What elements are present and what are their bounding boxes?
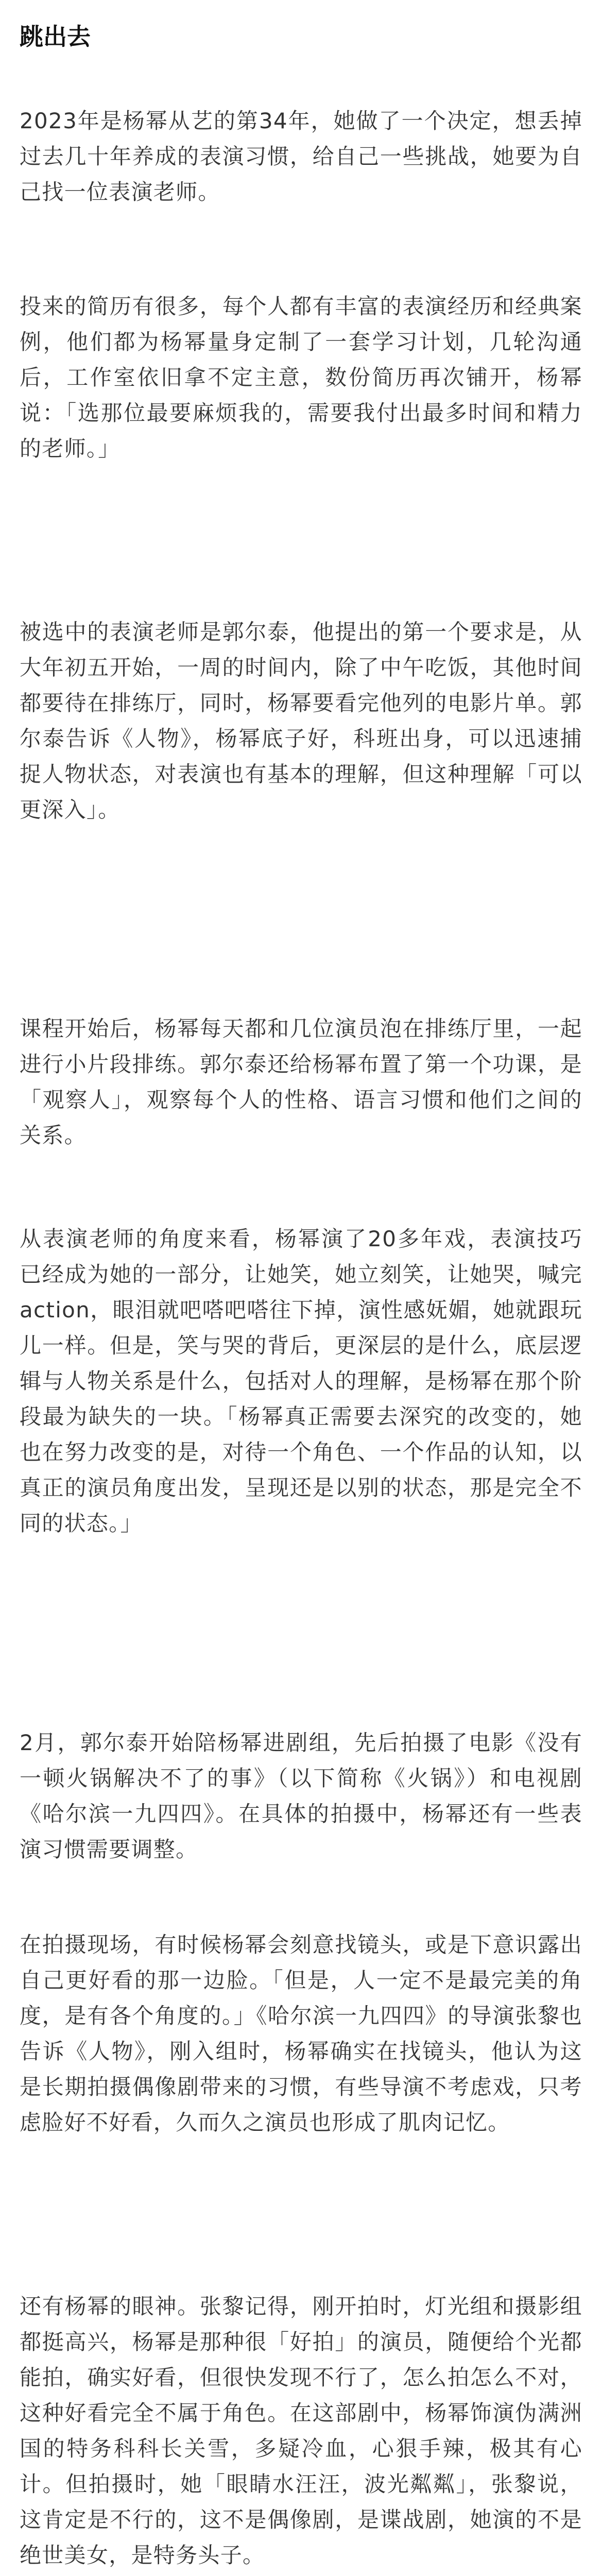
paragraph: 投来的简历有很多，每个人都有丰富的表演经历和经典案例，他们都为杨幂量身定制了一套学习计划，几轮沟通后，工作室依旧拿不定主意，数份简历再次铺开，杨幂说：「选那位最要麻烦我的，需要我付出最多时间和精力的老师。」 bbox=[20, 294, 582, 461]
paragraph: 2023年是杨幂从艺的第34年，她做了一个决定，想丢掉过去几十年养成的表演习惯，给自己一些挑战，她要为自己找一位表演老师。 bbox=[20, 108, 582, 205]
paragraph: 被选中的表演老师是郭尔泰，他提出的第一个要求是，从大年初五开始，一周的时间内，除了中午吃饭，其他时间都要待在排练厅，同时，杨幂要看完他列的电影片单。郭尔泰告诉《人物》，杨幂底子好，科班出身，可以迅速捕捉人物状态，对表演也有基本的理解，但这种理解「可以更深入」。 bbox=[20, 619, 582, 822]
paragraph: 还有杨幂的眼神。张黎记得，刚开拍时，灯光组和摄影组都挺高兴，杨幂是那种很「好拍」的演员，随便给个光都能拍，确实好看，但很快发现不行了，怎么拍怎么不对，这种好看完全不属于角色。在这部剧中，杨幂饰演伪满洲国的特务科科长关雪，多疑冷血，心狠手辣，极其有心计。但拍摄时，她「眼睛水汪汪，波光粼粼」，张黎说，这肯定是不行的，这不是偶像剧，是谍战剧，她演的不是绝世美女，是特务头子。 bbox=[20, 2294, 582, 2568]
paragraph: 在拍摄现场，有时候杨幂会刻意找镜头，或是下意识露出自己更好看的那一边脸。「但是，人一定不是最完美的角度，是有各个角度的。」《哈尔滨一九四四》的导演张黎也告诉《人物》，刚入组时，杨幂确实在找镜头，他认为这是长期拍摄偶像剧带来的习惯，有些导演不考虑戏，只考虑脸好不好看，久而久之演员也形成了肌肉记忆。 bbox=[20, 1932, 582, 2135]
article-title: 跳出去 bbox=[20, 23, 91, 50]
paragraph: 课程开始后，杨幂每天都和几位演员泡在排练厅里，一起进行小片段排练。郭尔泰还给杨幂布置了第一个功课，是「观察人」，观察每个人的性格、语言习惯和他们之间的关系。 bbox=[20, 1016, 582, 1148]
paragraph: 从表演老师的角度来看，杨幂演了20多年戏，表演技巧已经成为她的一部分，让她笑，她立刻笑，让她哭，喊完action，眼泪就吧嗒吧嗒往下掉，演性感妩媚，她就跟玩儿一样。但是，笑与哭的背后，更深层的是什么，底层逻辑与人物关系是什么，包括对人的理解，是杨幂在那个阶段最为缺失的一块。「杨幂真正需要去深究的改变的，她也在努力改变的是，对待一个角色、一个作品的认知，以真正的演员角度出发，呈现还是以别的状态，那是完全不同的状态。」 bbox=[20, 1226, 582, 1536]
paragraph: 2月，郭尔泰开始陪杨幂进剧组，先后拍摄了电影《没有一顿火锅解决不了的事》（以下简称《火锅》）和电视剧《哈尔滨一九四四》。在具体的拍摄中，杨幂还有一些表演习惯需要调整。 bbox=[20, 1730, 582, 1862]
